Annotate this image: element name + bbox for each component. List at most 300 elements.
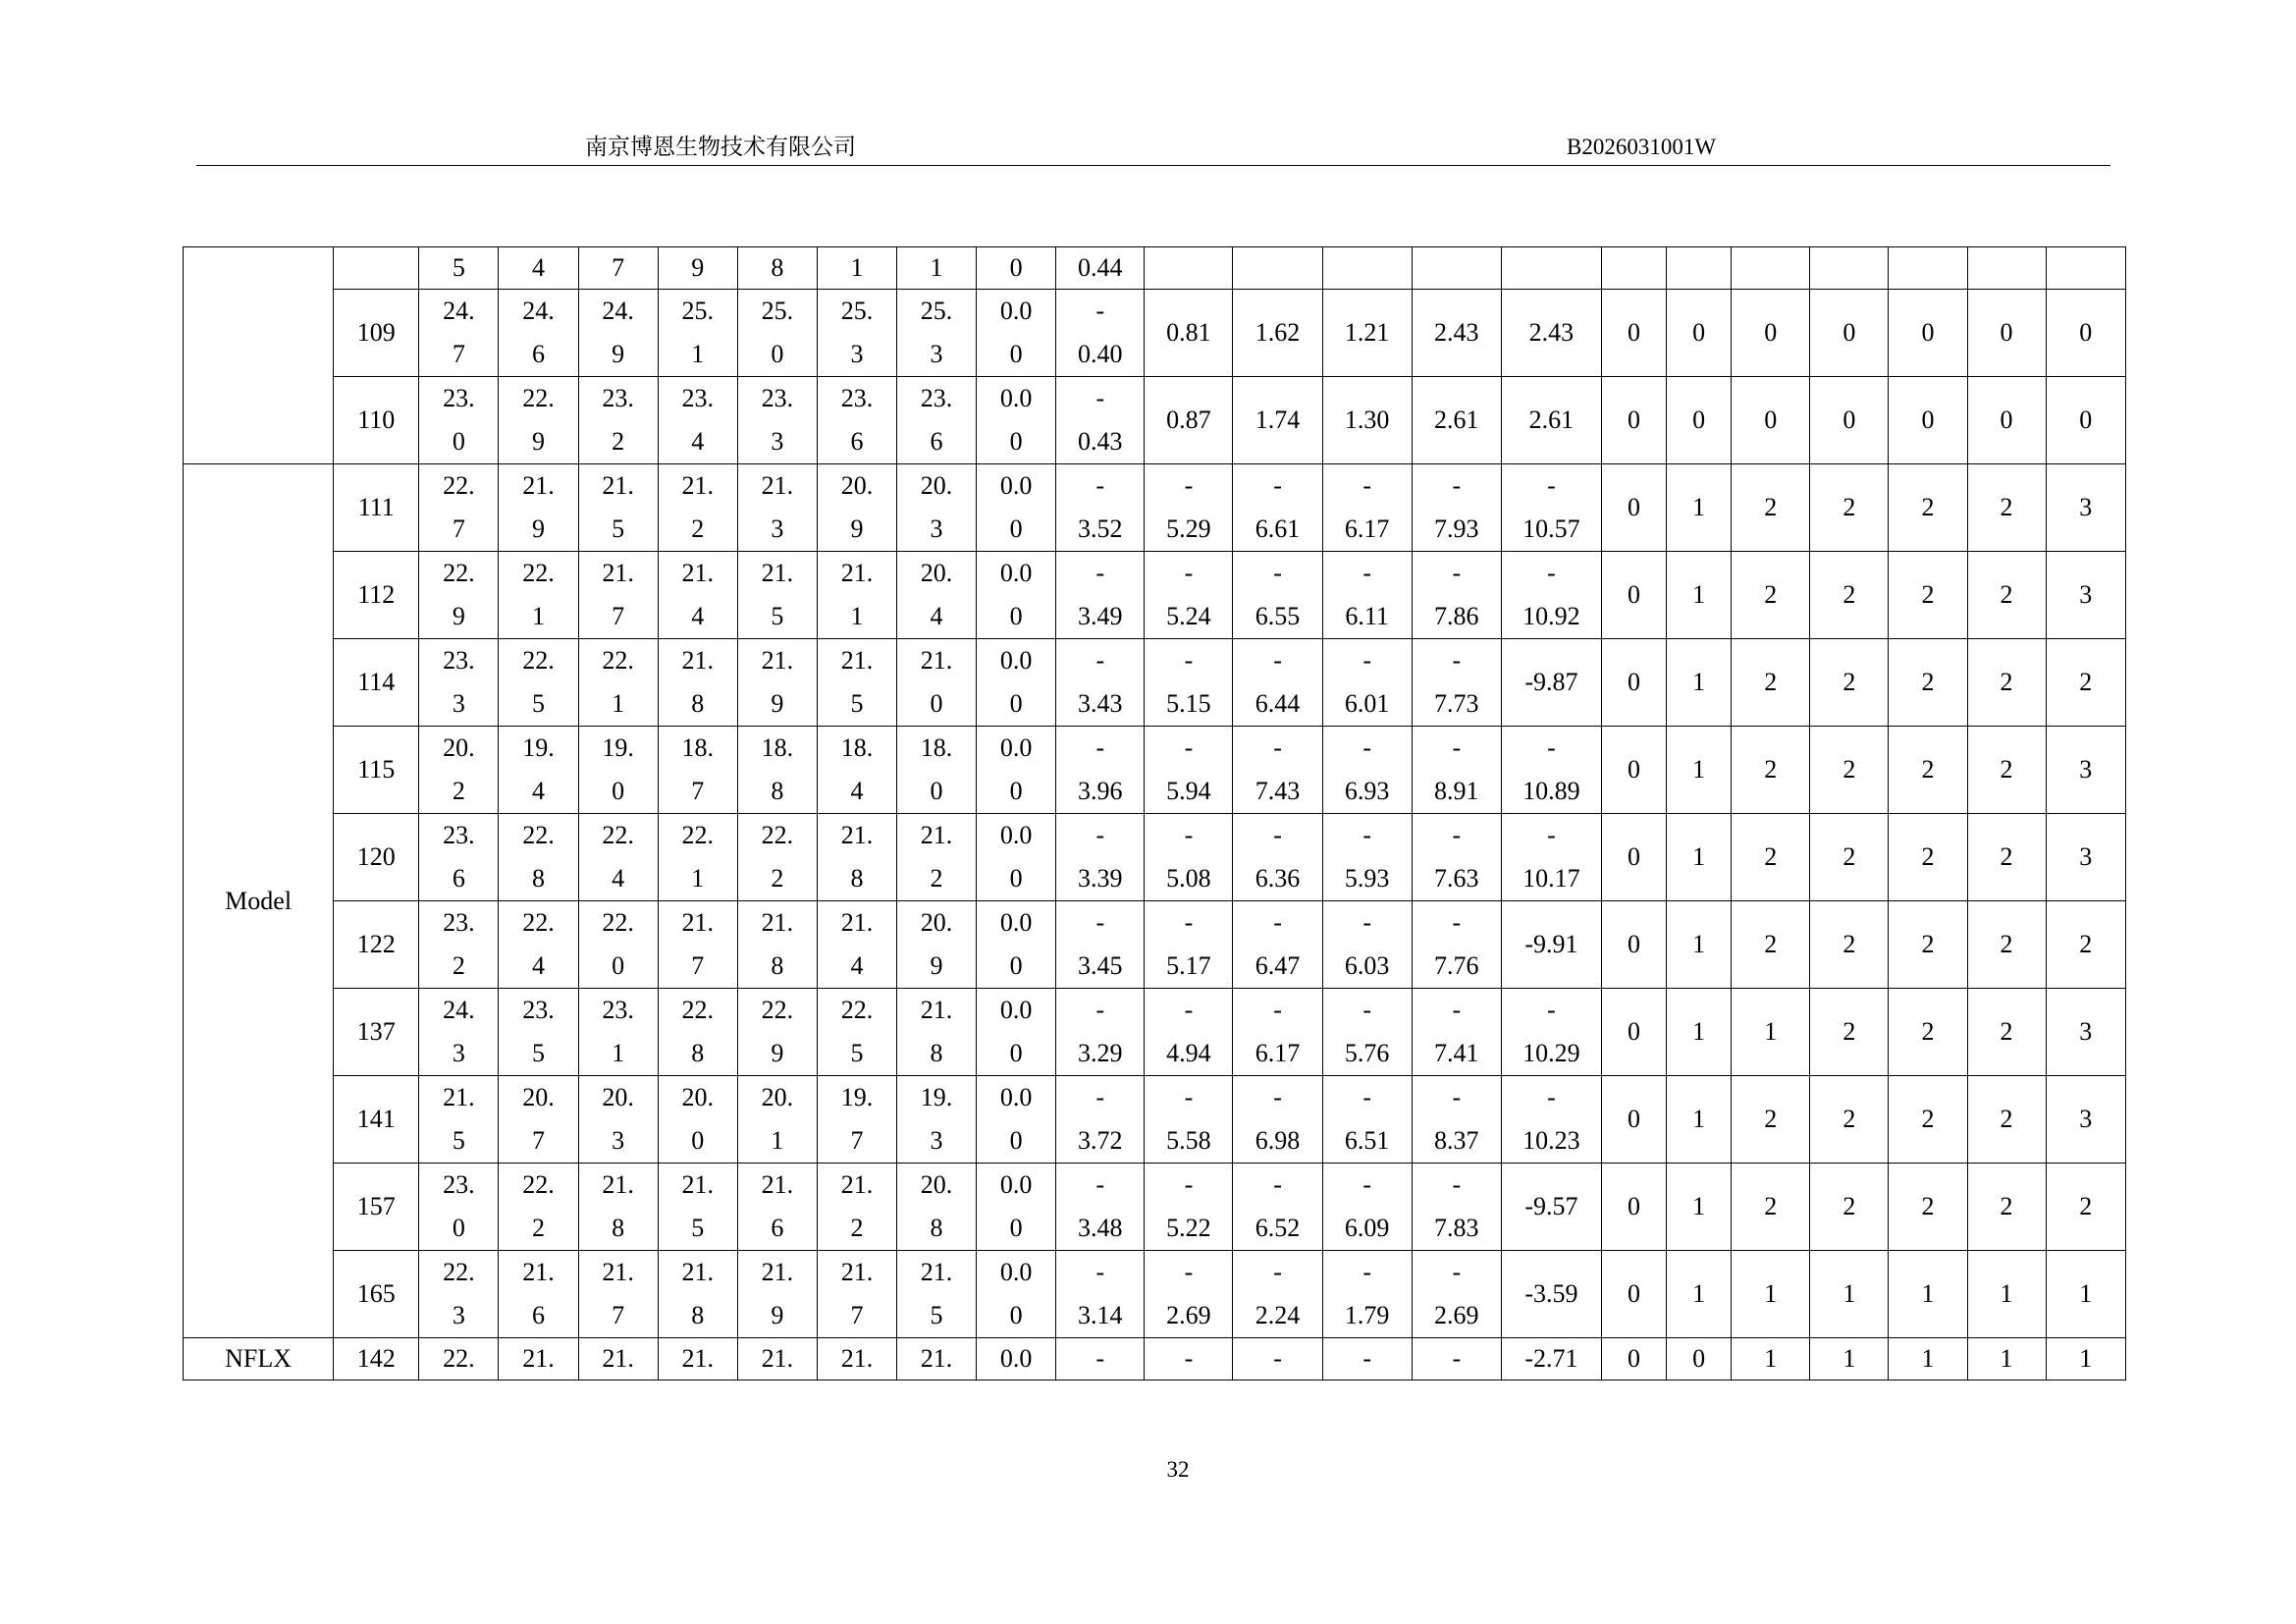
cell-line: 23. [443, 646, 475, 675]
table-cell [737, 1164, 817, 1251]
cell-line: 0 [1009, 1214, 1023, 1242]
table-cell [1233, 247, 1322, 290]
table-cell: 1 [1732, 989, 1810, 1076]
table-cell [897, 1076, 977, 1164]
table-cell: 2 [1810, 1164, 1889, 1251]
table-cell: 2 [1967, 464, 2046, 552]
table-cell: 0 [1667, 377, 1732, 464]
table-cell: 1.21 [1322, 290, 1412, 377]
cell-line: 7.73 [1434, 689, 1479, 718]
table-cell [658, 1164, 737, 1251]
cell-line: 24. [443, 297, 475, 325]
cell-line: 0.0 [999, 471, 1033, 500]
cell-line: 21. [761, 646, 794, 675]
table-cell: 2 [2046, 639, 2125, 727]
table-cell [737, 290, 817, 377]
table-cell [897, 901, 977, 989]
table-cell: 7 [578, 247, 658, 290]
cell-line: 0 [1009, 777, 1023, 805]
cell-line: 19. [840, 1083, 874, 1111]
table-cell [1056, 1164, 1145, 1251]
table-cell: 1 [2046, 1338, 2125, 1380]
cell-line: - [1095, 646, 1105, 675]
table-cell [817, 377, 896, 464]
cell-line: 5.94 [1166, 777, 1211, 805]
table-cell: 1 [1889, 1338, 1967, 1380]
cell-line: 22. [681, 996, 714, 1024]
cell-line: - [1362, 471, 1371, 500]
table-cell [1056, 727, 1145, 814]
table-row [184, 1076, 2126, 1164]
cell-line: 5 [532, 689, 545, 718]
cell-line: 23. [522, 996, 555, 1024]
animal-id-cell: 142 [334, 1338, 419, 1380]
cell-line: 0 [612, 777, 625, 805]
table-cell: 1 [1667, 1251, 1732, 1338]
cell-line: 5 [850, 689, 864, 718]
table-cell [1322, 989, 1412, 1076]
cell-line: 18. [920, 733, 953, 762]
table-cell: 2 [1732, 901, 1810, 989]
cell-line: 21. [681, 471, 714, 500]
table-cell [658, 464, 737, 552]
cell-line: - [1273, 821, 1282, 849]
cell-line: 3.29 [1078, 1039, 1123, 1067]
table-cell: 0 [1732, 290, 1810, 377]
cell-line: 20. [681, 1083, 714, 1111]
table-cell: 0 [977, 247, 1056, 290]
table-cell: 0 [1967, 377, 2046, 464]
cell-line: 5 [612, 514, 625, 543]
table-cell [897, 727, 977, 814]
table-cell: 3 [2046, 989, 2125, 1076]
table-cell [737, 901, 817, 989]
cell-line: - [1184, 559, 1194, 587]
cell-line: 6.03 [1344, 951, 1390, 980]
table-cell [1412, 814, 1501, 901]
cell-line: 7.43 [1255, 777, 1301, 805]
table-cell [977, 639, 1056, 727]
cell-line: 6.01 [1344, 689, 1390, 718]
table-cell [1732, 247, 1810, 290]
table-cell: 4 [499, 247, 578, 290]
table-cell [977, 1076, 1056, 1164]
table-cell [1145, 1076, 1233, 1164]
table-cell: 1 [817, 247, 896, 290]
cell-line: 0 [1009, 340, 1023, 368]
table-cell [817, 901, 896, 989]
cell-line: 18. [681, 733, 714, 762]
table-cell [419, 464, 499, 552]
cell-line: 22. [522, 908, 555, 937]
table-cell: 5 [419, 247, 499, 290]
table-cell [658, 901, 737, 989]
cell-line: 22. [522, 559, 555, 587]
cell-line: 5.76 [1344, 1039, 1390, 1067]
cell-line: 2 [771, 864, 784, 893]
table-cell: 1 [1810, 1338, 1889, 1380]
table-cell [1412, 727, 1501, 814]
table-cell: 2 [1967, 814, 2046, 901]
table-cell [1501, 1076, 1601, 1164]
table-cell [1145, 814, 1233, 901]
table-cell [897, 989, 977, 1076]
cell-line: 0.0 [999, 646, 1033, 675]
cell-line: 23. [443, 908, 475, 937]
cell-line: 9 [771, 1039, 784, 1067]
cell-line: 21. [681, 1258, 714, 1286]
table-cell [817, 639, 896, 727]
table-cell: 0 [1810, 377, 1889, 464]
cell-line: 6 [930, 427, 943, 456]
table-cell: 0 [1601, 552, 1666, 639]
table-cell [817, 1164, 896, 1251]
table-row [184, 901, 2126, 989]
cell-line: 0 [1009, 864, 1023, 893]
table-cell: 0.81 [1145, 290, 1233, 377]
cell-line: - [1273, 908, 1282, 937]
cell-line: 21. [522, 471, 555, 500]
table-cell [1810, 247, 1889, 290]
cell-line: 7.86 [1434, 602, 1479, 630]
table-row [184, 377, 2126, 464]
cell-line: - [1452, 733, 1462, 762]
animal-id-cell: 114 [334, 639, 419, 727]
cell-line: 3 [930, 1126, 943, 1155]
table-cell [499, 464, 578, 552]
table-cell: 0 [1601, 377, 1666, 464]
cell-line: 3 [850, 340, 864, 368]
cell-line: 20. [840, 471, 874, 500]
cell-line: - [1184, 1170, 1194, 1199]
table-cell: -9.91 [1501, 901, 1601, 989]
table-cell: 1 [1667, 552, 1732, 639]
table-cell [1145, 989, 1233, 1076]
table-cell [499, 552, 578, 639]
table-cell: 2 [1967, 552, 2046, 639]
cell-line: 2 [452, 777, 465, 805]
table-cell [419, 639, 499, 727]
cell-line: 21. [840, 908, 874, 937]
table-cell: 2 [1967, 727, 2046, 814]
table-cell: 0 [1601, 639, 1666, 727]
cell-line: 21. [602, 559, 634, 587]
table-cell: 2 [1967, 639, 2046, 727]
table-cell: 1 [1667, 464, 1732, 552]
cell-line: 9 [532, 427, 545, 456]
table-cell [1501, 989, 1601, 1076]
cell-line: 3.14 [1078, 1301, 1123, 1329]
table-cell [419, 1076, 499, 1164]
table-cell [499, 989, 578, 1076]
cell-line: 0 [452, 427, 465, 456]
table-cell [419, 1251, 499, 1338]
table-cell: - [1233, 1338, 1322, 1380]
cell-line: - [1547, 996, 1556, 1024]
table-cell: 1 [1732, 1251, 1810, 1338]
table-cell: 0.87 [1145, 377, 1233, 464]
cell-line: - [1362, 646, 1371, 675]
table-cell: 2 [1732, 1164, 1810, 1251]
cell-line: 4 [930, 602, 943, 630]
cell-line: 22. [522, 821, 555, 849]
table-cell: 2 [1889, 1076, 1967, 1164]
cell-line: - [1095, 821, 1105, 849]
cell-line: 6.44 [1255, 689, 1301, 718]
cell-line: - [1452, 559, 1462, 587]
cell-line: 0.0 [999, 559, 1033, 587]
header-report-id: B2026031001W [1567, 135, 1717, 159]
cell-line: 7 [612, 1301, 625, 1329]
cell-line: 20. [761, 1083, 794, 1111]
cell-line: 3.96 [1078, 777, 1123, 805]
cell-line: 6.51 [1344, 1126, 1390, 1155]
cell-line: 23. [761, 384, 794, 412]
cell-line: 2 [452, 951, 465, 980]
cell-line: 21. [920, 646, 953, 675]
cell-line: 21. [761, 559, 794, 587]
cell-line: 8 [771, 777, 784, 805]
table-cell: 2 [1889, 727, 1967, 814]
cell-line: - [1273, 996, 1282, 1024]
table-cell [578, 814, 658, 901]
table-cell: 0.0 [977, 1338, 1056, 1380]
table-cell [658, 1251, 737, 1338]
table-cell [977, 901, 1056, 989]
cell-line: - [1184, 908, 1194, 937]
table-cell [977, 1164, 1056, 1251]
table-cell [658, 727, 737, 814]
table-cell [1145, 247, 1233, 290]
cell-line: 22. [602, 821, 634, 849]
table-row [184, 814, 2126, 901]
cell-line: 19. [920, 1083, 953, 1111]
cell-line: 0.0 [999, 1170, 1033, 1199]
table-cell: 2 [1889, 901, 1967, 989]
table-cell: 0 [1601, 290, 1666, 377]
cell-line: 5 [850, 1039, 864, 1067]
cell-line: 5.24 [1166, 602, 1211, 630]
cell-line: 20. [522, 1083, 555, 1111]
cell-line: 8 [771, 951, 784, 980]
cell-line: 6 [532, 1301, 545, 1329]
table-cell [578, 377, 658, 464]
cell-line: 21. [920, 1258, 953, 1286]
table-cell: 2 [1732, 727, 1810, 814]
cell-line: 23. [920, 384, 953, 412]
cell-line: - [1362, 996, 1371, 1024]
cell-line: 3 [771, 514, 784, 543]
table-cell [419, 901, 499, 989]
table-cell: 2 [1810, 901, 1889, 989]
table-cell [817, 464, 896, 552]
cell-line: 2.69 [1166, 1301, 1211, 1329]
cell-line: 4 [850, 777, 864, 805]
table-cell [419, 989, 499, 1076]
cell-line: 0 [1009, 689, 1023, 718]
table-cell [499, 1164, 578, 1251]
table-cell: 1.62 [1233, 290, 1322, 377]
cell-line: - [1184, 733, 1194, 762]
table-cell: 2.43 [1412, 290, 1501, 377]
cell-line: 7.41 [1434, 1039, 1479, 1067]
cell-line: 8 [850, 864, 864, 893]
table-cell: - [1145, 1338, 1233, 1380]
table-cell [737, 552, 817, 639]
table-cell: 21. [737, 1338, 817, 1380]
table-row [184, 727, 2126, 814]
cell-line: 3.72 [1078, 1126, 1123, 1155]
cell-line: 24. [602, 297, 634, 325]
table-cell [977, 290, 1056, 377]
cell-line: 1 [691, 864, 705, 893]
table-cell: -9.57 [1501, 1164, 1601, 1251]
cell-line: 6.17 [1344, 514, 1390, 543]
cell-line: - [1273, 733, 1282, 762]
cell-line: 1 [771, 1126, 784, 1155]
table-cell [499, 727, 578, 814]
table-cell [1056, 814, 1145, 901]
cell-line: 10.17 [1522, 864, 1580, 893]
page-number: 32 [1166, 1457, 1190, 1482]
table-cell [2046, 247, 2125, 290]
cell-line: 3.48 [1078, 1214, 1123, 1242]
cell-line: - [1362, 1258, 1371, 1286]
table-cell [1145, 464, 1233, 552]
cell-line: 21. [761, 1170, 794, 1199]
table-cell: 2 [1810, 1076, 1889, 1164]
cell-line: 5 [452, 1126, 465, 1155]
cell-line: 0 [1009, 602, 1023, 630]
table-cell [817, 814, 896, 901]
table-row [184, 639, 2126, 727]
cell-line: 4 [532, 777, 545, 805]
table-cell: 2 [1732, 814, 1810, 901]
table-cell: 1 [1667, 814, 1732, 901]
cell-line: 9 [532, 514, 545, 543]
cell-line: 5 [532, 1039, 545, 1067]
cell-line: - [1095, 733, 1105, 762]
table-cell [1322, 1076, 1412, 1164]
cell-line: 6.61 [1255, 514, 1301, 543]
cell-line: 8 [532, 864, 545, 893]
table-cell [1501, 464, 1601, 552]
table-row [184, 989, 2126, 1076]
cell-line: 2 [532, 1214, 545, 1242]
group-label: Model [184, 464, 334, 1338]
table-cell: 0 [2046, 377, 2125, 464]
table-cell [1322, 727, 1412, 814]
table-cell: 3 [2046, 1076, 2125, 1164]
table-cell: 21. [658, 1338, 737, 1380]
cell-line: 21. [840, 1170, 874, 1199]
table-cell [1145, 552, 1233, 639]
cell-line: 21. [761, 1258, 794, 1286]
table-cell: 1 [1967, 1338, 2046, 1380]
cell-line: 22. [522, 646, 555, 675]
cell-line: - [1184, 996, 1194, 1024]
table-cell [897, 1251, 977, 1338]
animal-id-cell: 141 [334, 1076, 419, 1164]
table-row [184, 290, 2126, 377]
group-label [184, 247, 334, 464]
cell-line: 0 [1009, 514, 1023, 543]
table-cell [977, 552, 1056, 639]
cell-line: - [1362, 733, 1371, 762]
table-cell: 1 [1667, 989, 1732, 1076]
table-cell [1889, 247, 1967, 290]
table-cell [578, 290, 658, 377]
cell-line: 21. [761, 471, 794, 500]
cell-line: 23. [602, 384, 634, 412]
table-cell: 2 [1967, 1076, 2046, 1164]
table-cell [897, 377, 977, 464]
cell-line: 0.0 [999, 733, 1033, 762]
cell-line: 3.49 [1078, 602, 1123, 630]
table-cell [1233, 1251, 1322, 1338]
cell-line: 5 [771, 602, 784, 630]
table-cell [1412, 901, 1501, 989]
table-cell: 0 [1667, 290, 1732, 377]
cell-line: 8 [691, 1301, 705, 1329]
cell-line: 10.23 [1522, 1126, 1580, 1155]
table-row [184, 552, 2126, 639]
cell-line: 3 [612, 1126, 625, 1155]
table-cell: 3 [2046, 464, 2125, 552]
cell-line: - [1452, 1258, 1462, 1286]
table-cell: -2.71 [1501, 1338, 1601, 1380]
cell-line: - [1273, 646, 1282, 675]
cell-line: 1 [850, 602, 864, 630]
header-rule [196, 165, 2110, 166]
cell-line: 4 [691, 602, 705, 630]
table-cell: 1 [1667, 901, 1732, 989]
cell-line: 5.22 [1166, 1214, 1211, 1242]
cell-line: - [1547, 559, 1556, 587]
table-cell: 2 [2046, 901, 2125, 989]
cell-line: - [1452, 471, 1462, 500]
cell-line: 2 [691, 514, 705, 543]
animal-id-cell: 137 [334, 989, 419, 1076]
table-cell [1322, 814, 1412, 901]
table-cell [499, 377, 578, 464]
cell-line: 4 [691, 427, 705, 456]
table-cell: 1 [1667, 1076, 1732, 1164]
cell-line: - [1095, 471, 1105, 500]
table-cell: 2 [1810, 727, 1889, 814]
cell-line: 22. [443, 559, 475, 587]
table-cell [1233, 814, 1322, 901]
cell-line: 25. [840, 297, 874, 325]
cell-line: - [1362, 1170, 1371, 1199]
cell-line: 5.58 [1166, 1126, 1211, 1155]
cell-line: - [1547, 1083, 1556, 1111]
table-cell [1145, 901, 1233, 989]
cell-line: - [1095, 1083, 1105, 1111]
cell-line: 20. [920, 559, 953, 587]
cell-line: 4 [532, 951, 545, 980]
cell-line: 1 [532, 602, 545, 630]
cell-line: 9 [930, 951, 943, 980]
cell-line: 3.52 [1078, 514, 1123, 543]
cell-line: 10.92 [1522, 602, 1580, 630]
table-cell [1056, 639, 1145, 727]
table-cell [897, 814, 977, 901]
cell-line: - [1273, 471, 1282, 500]
cell-line: 5.08 [1166, 864, 1211, 893]
cell-line: 0.0 [999, 1083, 1033, 1111]
cell-line: - [1095, 1170, 1105, 1199]
